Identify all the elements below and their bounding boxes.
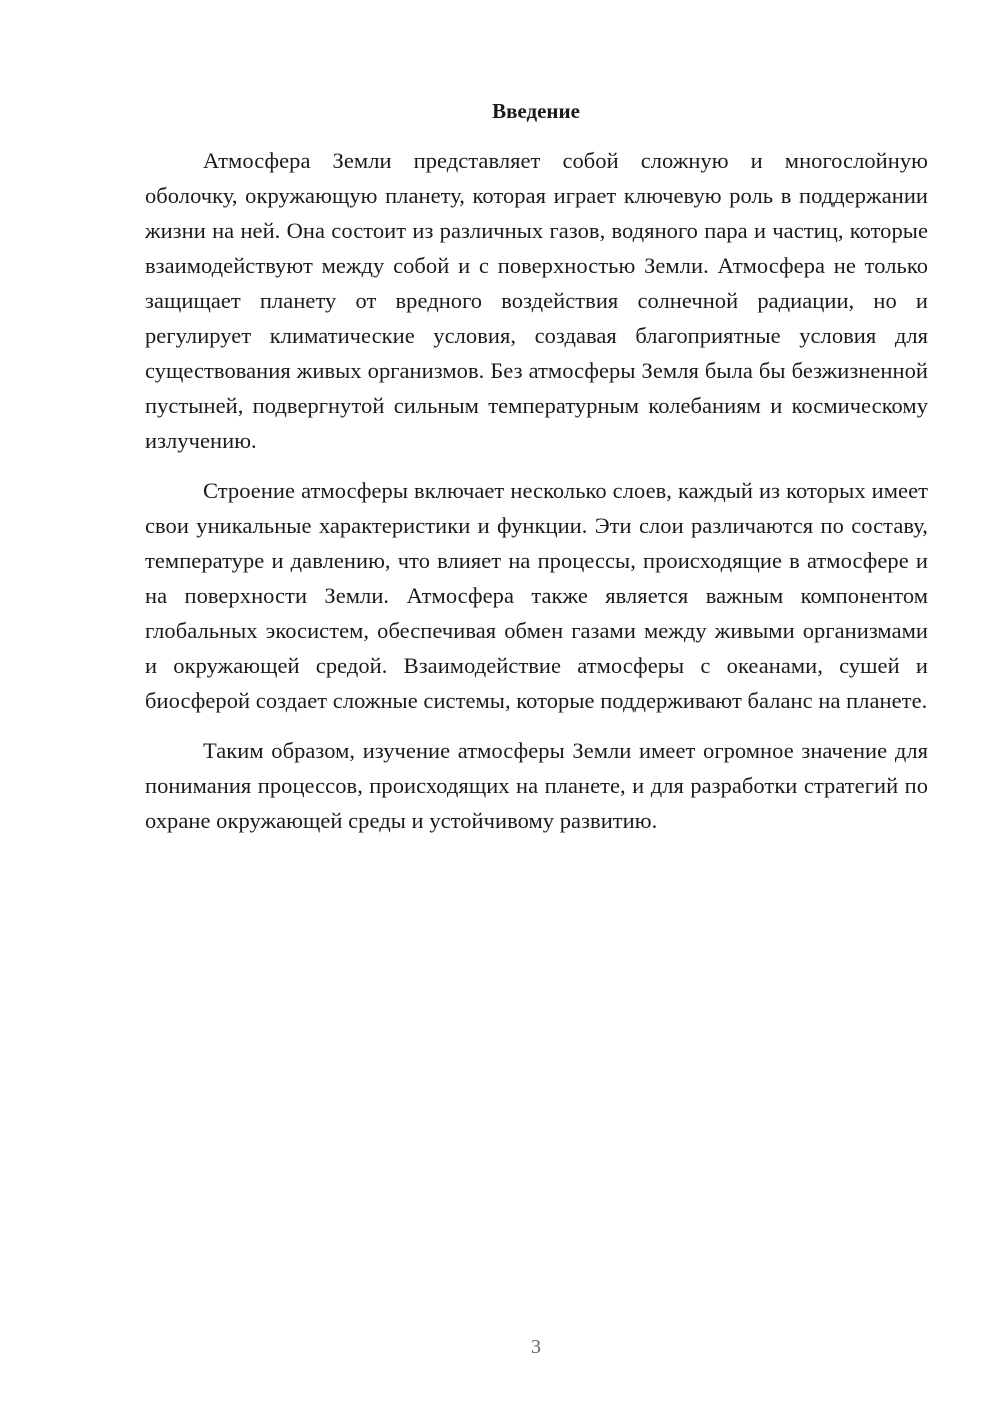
paragraph-3: Таким образом, изучение атмосферы Земли имеет огромное значение для понимания процессов, происходящих на планете, и для разработки стратегий по охране окружающей среды и устойчивому развитию. xyxy=(145,738,928,833)
paragraph-1: Атмосфера Земли представляет собой сложную и многослойную оболочку, окружающую планету, которая играет ключевую роль в поддержании жизни на ней. Она состоит из различных газов, водяного пара и частиц, которые взаимодействуют между собой и с поверхностью Земли. Атмосфера не только защищает планету от вредного воздействия солнечной радиации, но и регулирует климатические условия, создавая благоприятные условия для существования живых организмов. Без атмосферы Земля была бы безжизненной пустыней, подвергнутой сильным температурным колебаниям и космическому излучению. xyxy=(145,148,928,453)
page-title: Введение xyxy=(492,99,580,123)
body-text xyxy=(145,143,928,853)
page-number: 3 xyxy=(531,1336,541,1358)
paragraph-2: Строение атмосферы включает несколько слоев, каждый из которых имеет свои уникальные характеристики и функции. Эти слои различаются по составу, температуре и давлению, что влияет на процессы, происходящие в атмосфере и на поверхности Земли. Атмосфера также является важным компонентом глобальных экосистем, обеспечивая обмен газами между живыми организмами и окружающей средой. Взаимодействие атмосферы с океанами, сушей и биосферой создает сложные системы, которые поддерживают баланс на планете. xyxy=(145,478,928,713)
